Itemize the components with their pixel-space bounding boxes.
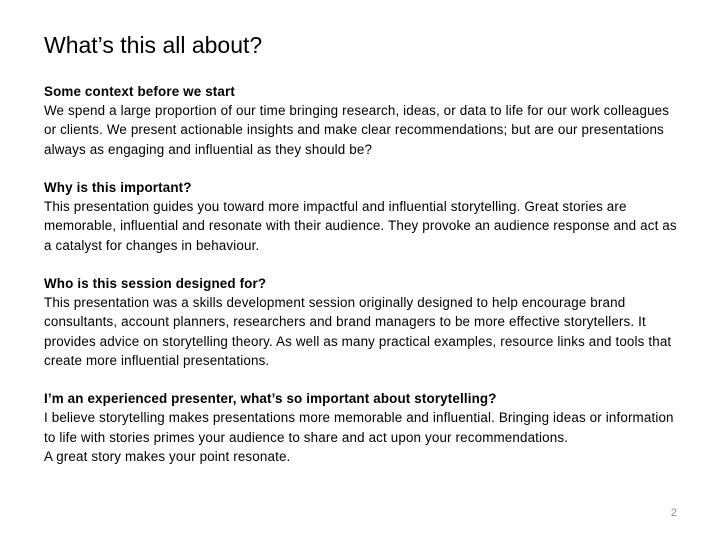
section-audience <box>44 274 684 370</box>
section-context <box>44 82 684 159</box>
section-heading: I’m an experienced presenter, what’s so important about storytelling? <box>44 391 497 407</box>
section-paragraph: We spend a large proportion of our time bringing research, ideas, or data to life for our work colleagues or clients. We present actionable insights and make clear recommendations; but are our presentations always as engaging and influential as they should be? <box>44 103 670 157</box>
section-experienced <box>44 389 684 466</box>
section-heading: Why is this important? <box>44 180 192 195</box>
page-number: 2 <box>670 507 677 519</box>
slide-title: What’s this all about? <box>44 32 263 58</box>
section-paragraph: This presentation was a skills development session originally designed to help encourage brand consultants, account planners, researchers and brand managers to be more effective storytellers. It provides advice on storytelling theory. As well as many practical examples, resource links and tools that create more influential presentations. <box>44 295 672 368</box>
slide-content <box>44 82 684 485</box>
section-paragraph: I believe storytelling makes presentations more memorable and influential. Bringing ideas or information to life with stories primes your audience to share and act upon your recommendations. <box>44 410 674 445</box>
section-heading: Who is this session designed for? <box>44 276 267 291</box>
section-heading: Some context before we start <box>44 84 235 99</box>
section-paragraph: A great story makes your point resonate. <box>44 448 291 464</box>
section-importance <box>44 178 684 255</box>
section-paragraph: This presentation guides you toward more impactful and influential storytelling. Great stories are memorable, influential and resonate with their audience. They provoke an audience response and act as a catalyst for changes in behaviour. <box>44 199 677 253</box>
